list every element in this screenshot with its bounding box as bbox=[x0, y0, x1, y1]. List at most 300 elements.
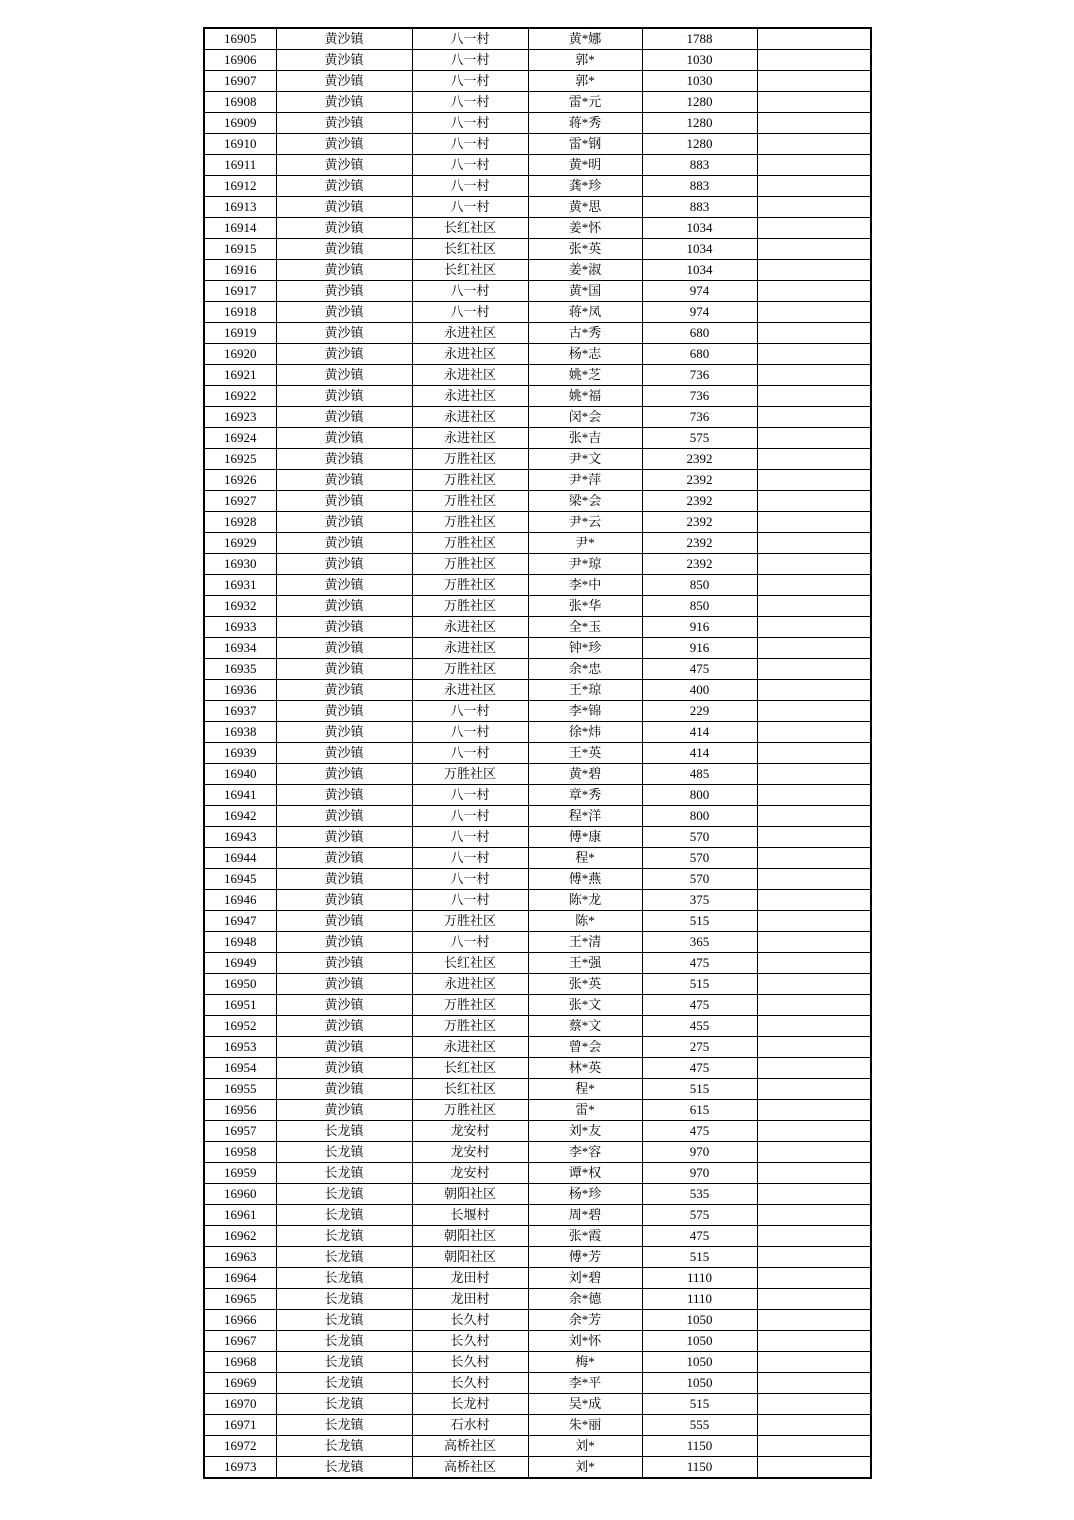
table-row bbox=[204, 995, 871, 1016]
amount-cell: 1050 bbox=[642, 1331, 757, 1352]
village-cell: 高桥社区 bbox=[412, 1457, 528, 1479]
town-cell: 黄沙镇 bbox=[276, 659, 412, 680]
remark-cell bbox=[757, 28, 871, 50]
table-row bbox=[204, 701, 871, 722]
name-cell: 古*秀 bbox=[528, 323, 642, 344]
amount-cell: 455 bbox=[642, 1016, 757, 1037]
table-row bbox=[204, 155, 871, 176]
amount-cell: 485 bbox=[642, 764, 757, 785]
table-row bbox=[204, 50, 871, 71]
serial-number-cell: 16945 bbox=[204, 869, 276, 890]
remark-cell bbox=[757, 113, 871, 134]
amount-cell: 916 bbox=[642, 638, 757, 659]
amount-cell: 555 bbox=[642, 1415, 757, 1436]
village-cell: 八一村 bbox=[412, 176, 528, 197]
name-cell: 吴*成 bbox=[528, 1394, 642, 1415]
amount-cell: 515 bbox=[642, 1394, 757, 1415]
serial-number-cell: 16926 bbox=[204, 470, 276, 491]
remark-cell bbox=[757, 1079, 871, 1100]
village-cell: 八一村 bbox=[412, 113, 528, 134]
name-cell: 黄*明 bbox=[528, 155, 642, 176]
table-row bbox=[204, 911, 871, 932]
amount-cell: 883 bbox=[642, 197, 757, 218]
serial-number-cell: 16942 bbox=[204, 806, 276, 827]
name-cell: 梁*会 bbox=[528, 491, 642, 512]
name-cell: 全*玉 bbox=[528, 617, 642, 638]
remark-cell bbox=[757, 1415, 871, 1436]
village-cell: 龙安村 bbox=[412, 1121, 528, 1142]
serial-number-cell: 16931 bbox=[204, 575, 276, 596]
amount-cell: 736 bbox=[642, 407, 757, 428]
table-row bbox=[204, 953, 871, 974]
village-cell: 万胜社区 bbox=[412, 533, 528, 554]
town-cell: 长龙镇 bbox=[276, 1352, 412, 1373]
village-cell: 长红社区 bbox=[412, 953, 528, 974]
name-cell: 傅*燕 bbox=[528, 869, 642, 890]
remark-cell bbox=[757, 848, 871, 869]
remark-cell bbox=[757, 260, 871, 281]
remark-cell bbox=[757, 1310, 871, 1331]
village-cell: 万胜社区 bbox=[412, 512, 528, 533]
table-row bbox=[204, 134, 871, 155]
town-cell: 长龙镇 bbox=[276, 1415, 412, 1436]
table-row bbox=[204, 28, 871, 50]
name-cell: 曾*会 bbox=[528, 1037, 642, 1058]
table-row bbox=[204, 533, 871, 554]
remark-cell bbox=[757, 302, 871, 323]
serial-number-cell: 16973 bbox=[204, 1457, 276, 1479]
town-cell: 长龙镇 bbox=[276, 1226, 412, 1247]
village-cell: 长堰村 bbox=[412, 1205, 528, 1226]
remark-cell bbox=[757, 470, 871, 491]
table-row bbox=[204, 113, 871, 134]
town-cell: 黄沙镇 bbox=[276, 890, 412, 911]
village-cell: 龙安村 bbox=[412, 1142, 528, 1163]
amount-cell: 515 bbox=[642, 1247, 757, 1268]
town-cell: 黄沙镇 bbox=[276, 743, 412, 764]
remark-cell bbox=[757, 680, 871, 701]
serial-number-cell: 16940 bbox=[204, 764, 276, 785]
remark-cell bbox=[757, 1436, 871, 1457]
table-row bbox=[204, 1247, 871, 1268]
remark-cell bbox=[757, 197, 871, 218]
table-row bbox=[204, 1205, 871, 1226]
town-cell: 黄沙镇 bbox=[276, 134, 412, 155]
town-cell: 黄沙镇 bbox=[276, 575, 412, 596]
town-cell: 黄沙镇 bbox=[276, 407, 412, 428]
village-cell: 永进社区 bbox=[412, 344, 528, 365]
amount-cell: 883 bbox=[642, 155, 757, 176]
remark-cell bbox=[757, 134, 871, 155]
town-cell: 黄沙镇 bbox=[276, 596, 412, 617]
town-cell: 黄沙镇 bbox=[276, 512, 412, 533]
amount-cell: 475 bbox=[642, 1058, 757, 1079]
serial-number-cell: 16963 bbox=[204, 1247, 276, 1268]
table-row bbox=[204, 617, 871, 638]
remark-cell bbox=[757, 428, 871, 449]
name-cell: 刘*怀 bbox=[528, 1331, 642, 1352]
amount-cell: 1150 bbox=[642, 1436, 757, 1457]
amount-cell: 1050 bbox=[642, 1373, 757, 1394]
remark-cell bbox=[757, 554, 871, 575]
amount-cell: 850 bbox=[642, 575, 757, 596]
table-row bbox=[204, 1457, 871, 1479]
table-row bbox=[204, 218, 871, 239]
serial-number-cell: 16948 bbox=[204, 932, 276, 953]
remark-cell bbox=[757, 323, 871, 344]
name-cell: 刘* bbox=[528, 1457, 642, 1479]
name-cell: 张*吉 bbox=[528, 428, 642, 449]
town-cell: 黄沙镇 bbox=[276, 1016, 412, 1037]
village-cell: 高桥社区 bbox=[412, 1436, 528, 1457]
amount-cell: 883 bbox=[642, 176, 757, 197]
serial-number-cell: 16966 bbox=[204, 1310, 276, 1331]
table-row bbox=[204, 1268, 871, 1289]
village-cell: 八一村 bbox=[412, 92, 528, 113]
town-cell: 黄沙镇 bbox=[276, 995, 412, 1016]
table-row bbox=[204, 386, 871, 407]
table-row bbox=[204, 1415, 871, 1436]
village-cell: 永进社区 bbox=[412, 323, 528, 344]
remark-cell bbox=[757, 617, 871, 638]
serial-number-cell: 16906 bbox=[204, 50, 276, 71]
serial-number-cell: 16915 bbox=[204, 239, 276, 260]
serial-number-cell: 16908 bbox=[204, 92, 276, 113]
village-cell: 永进社区 bbox=[412, 386, 528, 407]
name-cell: 谭*权 bbox=[528, 1163, 642, 1184]
town-cell: 黄沙镇 bbox=[276, 533, 412, 554]
amount-cell: 1050 bbox=[642, 1352, 757, 1373]
table-row bbox=[204, 239, 871, 260]
amount-cell: 970 bbox=[642, 1163, 757, 1184]
amount-cell: 1030 bbox=[642, 50, 757, 71]
name-cell: 黄*娜 bbox=[528, 28, 642, 50]
remark-cell bbox=[757, 974, 871, 995]
town-cell: 黄沙镇 bbox=[276, 722, 412, 743]
town-cell: 黄沙镇 bbox=[276, 638, 412, 659]
name-cell: 张*文 bbox=[528, 995, 642, 1016]
name-cell: 蒋*凤 bbox=[528, 302, 642, 323]
table-row bbox=[204, 470, 871, 491]
village-cell: 八一村 bbox=[412, 134, 528, 155]
name-cell: 陈*龙 bbox=[528, 890, 642, 911]
remark-cell bbox=[757, 239, 871, 260]
remark-cell bbox=[757, 1373, 871, 1394]
table-row bbox=[204, 491, 871, 512]
remark-cell bbox=[757, 344, 871, 365]
village-cell: 八一村 bbox=[412, 197, 528, 218]
table-row bbox=[204, 932, 871, 953]
village-cell: 长红社区 bbox=[412, 1058, 528, 1079]
town-cell: 黄沙镇 bbox=[276, 92, 412, 113]
amount-cell: 916 bbox=[642, 617, 757, 638]
table-row bbox=[204, 1289, 871, 1310]
table-row bbox=[204, 1310, 871, 1331]
village-cell: 永进社区 bbox=[412, 638, 528, 659]
table-row bbox=[204, 344, 871, 365]
town-cell: 黄沙镇 bbox=[276, 218, 412, 239]
village-cell: 万胜社区 bbox=[412, 1100, 528, 1121]
amount-cell: 736 bbox=[642, 386, 757, 407]
village-cell: 万胜社区 bbox=[412, 995, 528, 1016]
amount-cell: 535 bbox=[642, 1184, 757, 1205]
town-cell: 黄沙镇 bbox=[276, 554, 412, 575]
table-row bbox=[204, 197, 871, 218]
town-cell: 黄沙镇 bbox=[276, 344, 412, 365]
table-row bbox=[204, 1058, 871, 1079]
serial-number-cell: 16972 bbox=[204, 1436, 276, 1457]
village-cell: 八一村 bbox=[412, 827, 528, 848]
name-cell: 黄*思 bbox=[528, 197, 642, 218]
name-cell: 王*琼 bbox=[528, 680, 642, 701]
data-table bbox=[203, 27, 872, 1479]
serial-number-cell: 16953 bbox=[204, 1037, 276, 1058]
town-cell: 黄沙镇 bbox=[276, 953, 412, 974]
serial-number-cell: 16938 bbox=[204, 722, 276, 743]
name-cell: 王*英 bbox=[528, 743, 642, 764]
amount-cell: 1034 bbox=[642, 239, 757, 260]
table-row bbox=[204, 1016, 871, 1037]
village-cell: 八一村 bbox=[412, 932, 528, 953]
name-cell: 徐*炜 bbox=[528, 722, 642, 743]
name-cell: 龚*珍 bbox=[528, 176, 642, 197]
name-cell: 朱*丽 bbox=[528, 1415, 642, 1436]
serial-number-cell: 16918 bbox=[204, 302, 276, 323]
name-cell: 杨*珍 bbox=[528, 1184, 642, 1205]
village-cell: 万胜社区 bbox=[412, 659, 528, 680]
remark-cell bbox=[757, 869, 871, 890]
remark-cell bbox=[757, 1331, 871, 1352]
serial-number-cell: 16962 bbox=[204, 1226, 276, 1247]
serial-number-cell: 16952 bbox=[204, 1016, 276, 1037]
remark-cell bbox=[757, 785, 871, 806]
village-cell: 朝阳社区 bbox=[412, 1226, 528, 1247]
amount-cell: 1110 bbox=[642, 1289, 757, 1310]
village-cell: 八一村 bbox=[412, 302, 528, 323]
village-cell: 万胜社区 bbox=[412, 554, 528, 575]
serial-number-cell: 16935 bbox=[204, 659, 276, 680]
village-cell: 朝阳社区 bbox=[412, 1247, 528, 1268]
amount-cell: 615 bbox=[642, 1100, 757, 1121]
name-cell: 刘*友 bbox=[528, 1121, 642, 1142]
remark-cell bbox=[757, 911, 871, 932]
town-cell: 黄沙镇 bbox=[276, 680, 412, 701]
remark-cell bbox=[757, 932, 871, 953]
table-row bbox=[204, 407, 871, 428]
village-cell: 八一村 bbox=[412, 722, 528, 743]
amount-cell: 2392 bbox=[642, 512, 757, 533]
remark-cell bbox=[757, 1058, 871, 1079]
village-cell: 长红社区 bbox=[412, 1079, 528, 1100]
name-cell: 王*强 bbox=[528, 953, 642, 974]
table-row bbox=[204, 764, 871, 785]
village-cell: 万胜社区 bbox=[412, 911, 528, 932]
name-cell: 林*英 bbox=[528, 1058, 642, 1079]
serial-number-cell: 16917 bbox=[204, 281, 276, 302]
town-cell: 黄沙镇 bbox=[276, 260, 412, 281]
village-cell: 永进社区 bbox=[412, 407, 528, 428]
name-cell: 张*华 bbox=[528, 596, 642, 617]
serial-number-cell: 16928 bbox=[204, 512, 276, 533]
table-row bbox=[204, 1436, 871, 1457]
town-cell: 黄沙镇 bbox=[276, 323, 412, 344]
table-row bbox=[204, 302, 871, 323]
remark-cell bbox=[757, 1268, 871, 1289]
serial-number-cell: 16909 bbox=[204, 113, 276, 134]
village-cell: 万胜社区 bbox=[412, 491, 528, 512]
name-cell: 余*芳 bbox=[528, 1310, 642, 1331]
serial-number-cell: 16960 bbox=[204, 1184, 276, 1205]
remark-cell bbox=[757, 1394, 871, 1415]
amount-cell: 375 bbox=[642, 890, 757, 911]
name-cell: 周*碧 bbox=[528, 1205, 642, 1226]
serial-number-cell: 16907 bbox=[204, 71, 276, 92]
amount-cell: 475 bbox=[642, 1121, 757, 1142]
serial-number-cell: 16936 bbox=[204, 680, 276, 701]
name-cell: 章*秀 bbox=[528, 785, 642, 806]
name-cell: 郭* bbox=[528, 50, 642, 71]
table-row bbox=[204, 827, 871, 848]
name-cell: 郭* bbox=[528, 71, 642, 92]
name-cell: 余*德 bbox=[528, 1289, 642, 1310]
serial-number-cell: 16919 bbox=[204, 323, 276, 344]
amount-cell: 515 bbox=[642, 1079, 757, 1100]
serial-number-cell: 16934 bbox=[204, 638, 276, 659]
serial-number-cell: 16946 bbox=[204, 890, 276, 911]
village-cell: 万胜社区 bbox=[412, 449, 528, 470]
village-cell: 长久村 bbox=[412, 1373, 528, 1394]
village-cell: 八一村 bbox=[412, 785, 528, 806]
table-row bbox=[204, 1352, 871, 1373]
serial-number-cell: 16947 bbox=[204, 911, 276, 932]
village-cell: 长红社区 bbox=[412, 239, 528, 260]
amount-cell: 229 bbox=[642, 701, 757, 722]
town-cell: 黄沙镇 bbox=[276, 470, 412, 491]
name-cell: 刘* bbox=[528, 1436, 642, 1457]
amount-cell: 680 bbox=[642, 344, 757, 365]
serial-number-cell: 16911 bbox=[204, 155, 276, 176]
village-cell: 龙田村 bbox=[412, 1289, 528, 1310]
name-cell: 姜*怀 bbox=[528, 218, 642, 239]
table-row bbox=[204, 1079, 871, 1100]
village-cell: 八一村 bbox=[412, 743, 528, 764]
table-body bbox=[204, 28, 871, 1478]
table-row bbox=[204, 575, 871, 596]
name-cell: 蔡*文 bbox=[528, 1016, 642, 1037]
remark-cell bbox=[757, 890, 871, 911]
table-row bbox=[204, 1100, 871, 1121]
town-cell: 黄沙镇 bbox=[276, 848, 412, 869]
remark-cell bbox=[757, 1100, 871, 1121]
amount-cell: 1110 bbox=[642, 1268, 757, 1289]
name-cell: 李*平 bbox=[528, 1373, 642, 1394]
town-cell: 长龙镇 bbox=[276, 1142, 412, 1163]
table-row bbox=[204, 449, 871, 470]
table-row bbox=[204, 428, 871, 449]
amount-cell: 800 bbox=[642, 806, 757, 827]
amount-cell: 1034 bbox=[642, 260, 757, 281]
name-cell: 尹*云 bbox=[528, 512, 642, 533]
remark-cell bbox=[757, 1457, 871, 1479]
remark-cell bbox=[757, 92, 871, 113]
village-cell: 永进社区 bbox=[412, 365, 528, 386]
amount-cell: 974 bbox=[642, 302, 757, 323]
amount-cell: 970 bbox=[642, 1142, 757, 1163]
name-cell: 雷*钢 bbox=[528, 134, 642, 155]
serial-number-cell: 16949 bbox=[204, 953, 276, 974]
remark-cell bbox=[757, 155, 871, 176]
table-row bbox=[204, 281, 871, 302]
serial-number-cell: 16905 bbox=[204, 28, 276, 50]
amount-cell: 1034 bbox=[642, 218, 757, 239]
amount-cell: 974 bbox=[642, 281, 757, 302]
village-cell: 石水村 bbox=[412, 1415, 528, 1436]
remark-cell bbox=[757, 71, 871, 92]
town-cell: 黄沙镇 bbox=[276, 28, 412, 50]
town-cell: 黄沙镇 bbox=[276, 1037, 412, 1058]
amount-cell: 475 bbox=[642, 953, 757, 974]
table-row bbox=[204, 638, 871, 659]
remark-cell bbox=[757, 1226, 871, 1247]
serial-number-cell: 16957 bbox=[204, 1121, 276, 1142]
name-cell: 张*英 bbox=[528, 974, 642, 995]
serial-number-cell: 16970 bbox=[204, 1394, 276, 1415]
amount-cell: 475 bbox=[642, 1226, 757, 1247]
serial-number-cell: 16932 bbox=[204, 596, 276, 617]
town-cell: 长龙镇 bbox=[276, 1205, 412, 1226]
name-cell: 王*清 bbox=[528, 932, 642, 953]
serial-number-cell: 16950 bbox=[204, 974, 276, 995]
village-cell: 万胜社区 bbox=[412, 596, 528, 617]
town-cell: 黄沙镇 bbox=[276, 764, 412, 785]
village-cell: 八一村 bbox=[412, 50, 528, 71]
table-row bbox=[204, 806, 871, 827]
table-row bbox=[204, 1163, 871, 1184]
name-cell: 蒋*秀 bbox=[528, 113, 642, 134]
village-cell: 万胜社区 bbox=[412, 575, 528, 596]
serial-number-cell: 16916 bbox=[204, 260, 276, 281]
town-cell: 黄沙镇 bbox=[276, 491, 412, 512]
amount-cell: 1788 bbox=[642, 28, 757, 50]
village-cell: 八一村 bbox=[412, 281, 528, 302]
serial-number-cell: 16964 bbox=[204, 1268, 276, 1289]
serial-number-cell: 16921 bbox=[204, 365, 276, 386]
town-cell: 黄沙镇 bbox=[276, 974, 412, 995]
serial-number-cell: 16965 bbox=[204, 1289, 276, 1310]
town-cell: 黄沙镇 bbox=[276, 701, 412, 722]
town-cell: 黄沙镇 bbox=[276, 50, 412, 71]
name-cell: 张*霞 bbox=[528, 1226, 642, 1247]
remark-cell bbox=[757, 281, 871, 302]
remark-cell bbox=[757, 701, 871, 722]
table-row bbox=[204, 512, 871, 533]
remark-cell bbox=[757, 806, 871, 827]
remark-cell bbox=[757, 596, 871, 617]
serial-number-cell: 16925 bbox=[204, 449, 276, 470]
table-row bbox=[204, 974, 871, 995]
remark-cell bbox=[757, 1121, 871, 1142]
remark-cell bbox=[757, 1205, 871, 1226]
town-cell: 黄沙镇 bbox=[276, 155, 412, 176]
amount-cell: 1280 bbox=[642, 92, 757, 113]
serial-number-cell: 16951 bbox=[204, 995, 276, 1016]
remark-cell bbox=[757, 1289, 871, 1310]
serial-number-cell: 16924 bbox=[204, 428, 276, 449]
name-cell: 雷*元 bbox=[528, 92, 642, 113]
remark-cell bbox=[757, 1037, 871, 1058]
serial-number-cell: 16933 bbox=[204, 617, 276, 638]
village-cell: 龙田村 bbox=[412, 1268, 528, 1289]
